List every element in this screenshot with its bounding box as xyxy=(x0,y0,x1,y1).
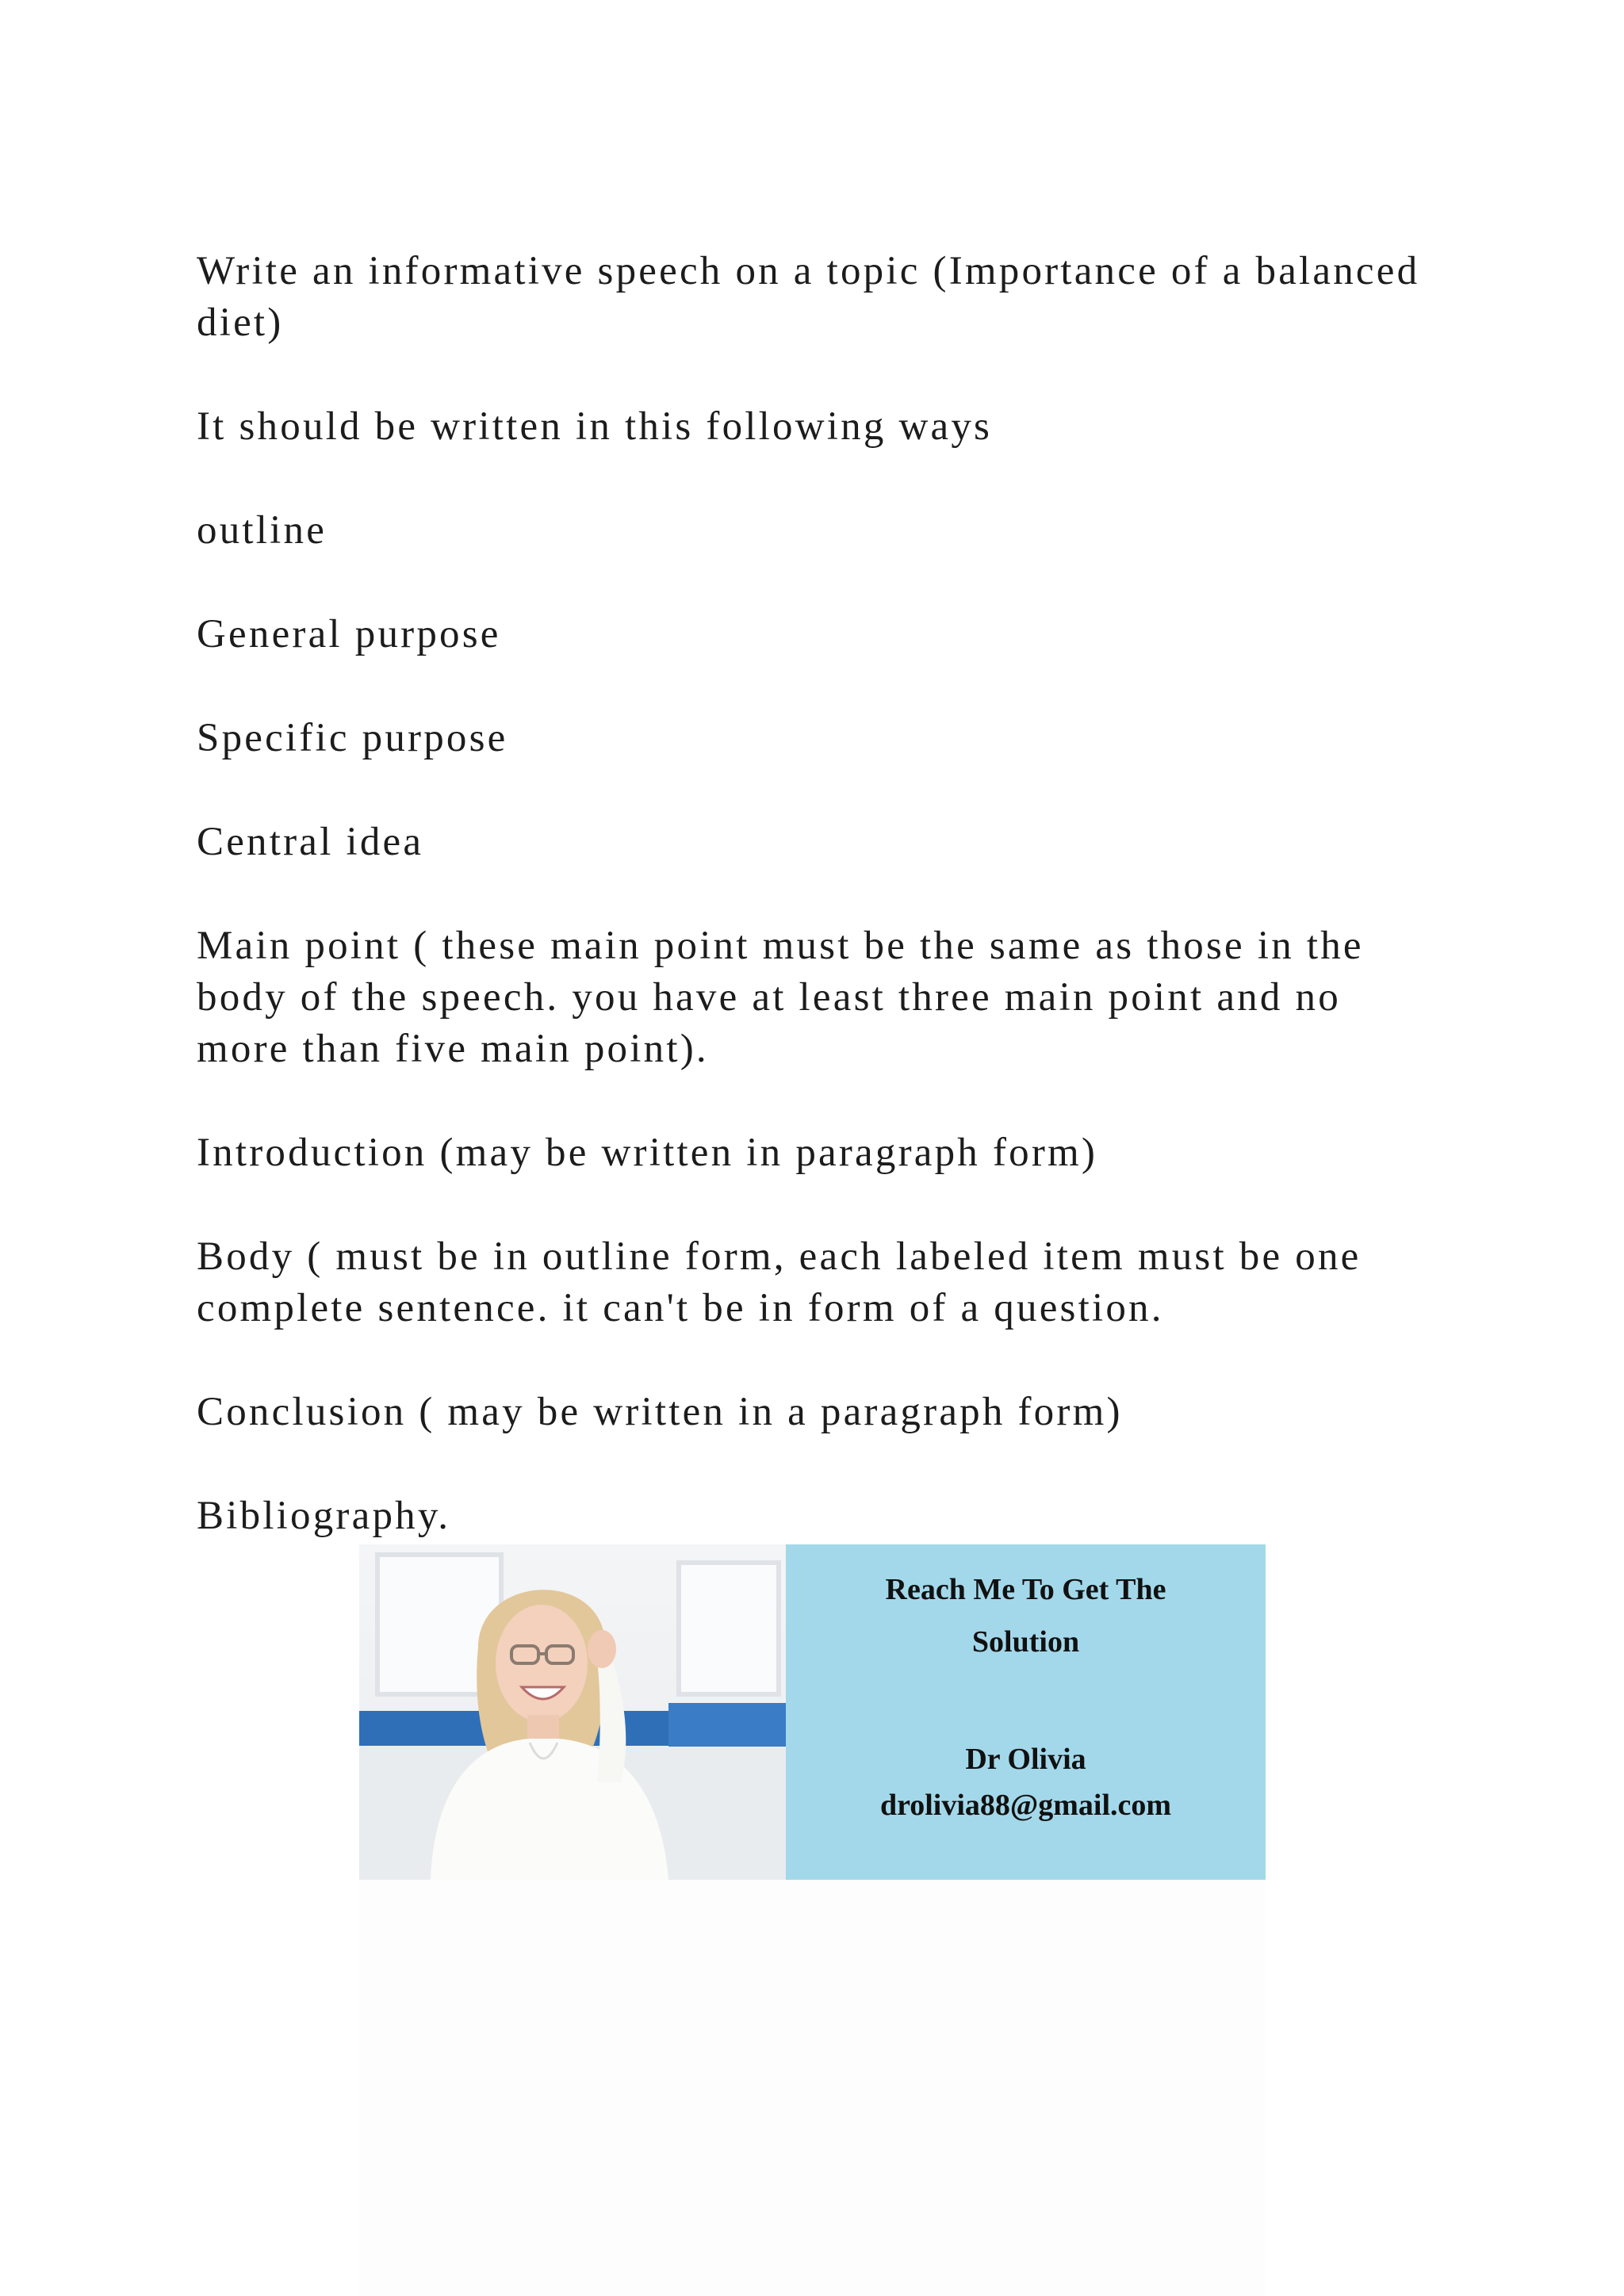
paragraph-general-purpose: General purpose xyxy=(197,612,501,656)
paragraph-assignment-topic: Write an informative speech on a topic (Importance of a balanced diet) xyxy=(197,249,1420,345)
paragraph-body: Body ( must be in outline form, each labeled item must be one complete sentence. it can't be in form of a question. xyxy=(197,1234,1362,1330)
banner-headline-line1: Reach Me To Get The xyxy=(885,1573,1166,1606)
banner-contact-email[interactable]: drolivia88@gmail.com xyxy=(879,1789,1172,1822)
paragraph-conclusion: Conclusion ( may be written in a paragraph form) xyxy=(197,1390,1123,1434)
banner-headline-line2: Solution xyxy=(971,1625,1080,1659)
banner-contact-name: Dr Olivia xyxy=(965,1743,1086,1776)
paragraph-specific-purpose: Specific purpose xyxy=(197,716,508,760)
paragraph-introduction: Introduction (may be written in paragraph form) xyxy=(197,1131,1098,1175)
paragraph-bibliography: Bibliography. xyxy=(197,1494,451,1538)
blank-lower-area xyxy=(359,1880,1266,2296)
paragraph-central-idea: Central idea xyxy=(197,820,424,864)
contact-banner xyxy=(359,1544,1266,1880)
contact-info-panel xyxy=(786,1544,1266,1880)
woman-figure-icon xyxy=(359,1544,786,1880)
document-body xyxy=(197,246,1434,1542)
paragraph-outline: outline xyxy=(197,508,327,553)
paragraph-instructions: It should be written in this following ways xyxy=(197,404,993,449)
paragraph-main-point: Main point ( these main point must be the same as those in the body of the speech. you have at least three main point and no more than five main point). xyxy=(197,924,1364,1071)
smiling-woman-photo xyxy=(359,1544,786,1880)
